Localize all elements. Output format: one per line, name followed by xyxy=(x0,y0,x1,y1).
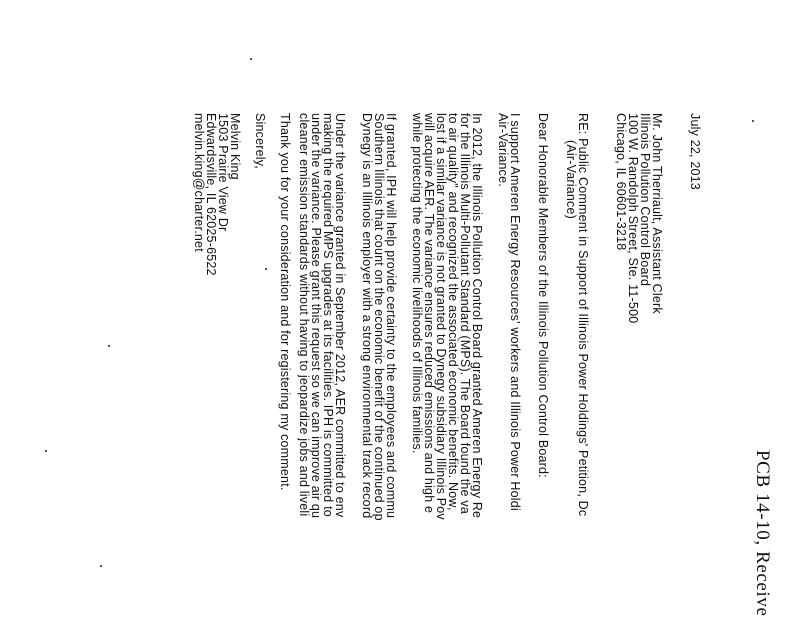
paragraph-line: cleaner emission standards without having to jeopardize jobs and liveli xyxy=(297,113,311,517)
scan-speck xyxy=(100,565,102,567)
signature-line: melvin.king@charter.net xyxy=(192,113,206,252)
paragraph-line: In 2012, the Illinois Pollution Control Board granted Ameren Energy Re xyxy=(470,113,484,519)
recipient-line: 100 W. Randolph Street, Ste. 11-500 xyxy=(626,113,640,324)
paragraph-line: making the required MPS upgrades at its facilities. IPH is committed to xyxy=(321,113,335,517)
paragraph-line: under the variance. Please grant this request so we can improve air qu xyxy=(309,113,323,519)
closing-thanks: Thank you for your consideration and for registering my comment. xyxy=(278,113,292,491)
scan-speck xyxy=(108,345,110,347)
paragraph-line: Southern Illinois that count on the economic benefit of the continued op xyxy=(372,113,386,521)
signature-line: Edwardsville, IL 62025-6522 xyxy=(204,113,218,276)
paragraph-line: Dynegy is an Illinois employer with a strong environmental track record xyxy=(360,113,374,519)
signature-line: Sincerely, xyxy=(253,113,267,169)
signature-line: 1503 Prairie View Dr xyxy=(216,113,230,232)
recipient-line: Illinois Pollution Control Board xyxy=(638,113,652,287)
paragraph-line: Air-Variance. xyxy=(496,113,510,187)
received-header-stamp: PCB 14-10, Receive xyxy=(752,450,773,617)
scan-speck xyxy=(752,120,754,122)
paragraph-line: for the Illinois Multi-Pollutant Standard (MPS). The Board found the va xyxy=(458,113,472,514)
paragraph-line: while protecting the economic livelihoods of Illinois families. xyxy=(410,113,424,454)
paragraph-line: lost if a similar variance is not granted to Dynegy subsidiary Illinois Pov xyxy=(434,113,448,520)
scan-speck xyxy=(45,450,47,452)
letter-date: July 22, 2013 xyxy=(688,113,702,190)
scan-speck xyxy=(265,268,267,270)
paragraph-line: to air quality" and recognized the associated economic benefits. Now, xyxy=(446,113,460,511)
salutation: Dear Honorable Members of the Illinois Pollution Control Board: xyxy=(536,113,550,478)
signature-line: Melvin King xyxy=(228,113,242,180)
paragraph-line: If granted, IPH will help provide certainty to the employees and commu xyxy=(384,113,398,519)
paragraph-line: Under the variance granted in September 2012, AER committed to env xyxy=(333,113,347,518)
subject-line: (Air-Variance) xyxy=(564,140,578,219)
recipient-line: Chicago, IL 60601-3218 xyxy=(614,113,628,251)
recipient-line: Mr. John Therriault, Assistant Clerk xyxy=(650,113,664,314)
paragraph-line: I support Ameren Energy Resources' workers and Illinois Power Holdi xyxy=(508,113,522,511)
paragraph-line: will acquire AER. The variance ensures reduced emissions and high e xyxy=(422,113,436,514)
scan-speck xyxy=(250,58,252,60)
subject-line: RE: Public Comment in Support of Illinois Power Holdings' Petition, Dc xyxy=(576,113,590,517)
